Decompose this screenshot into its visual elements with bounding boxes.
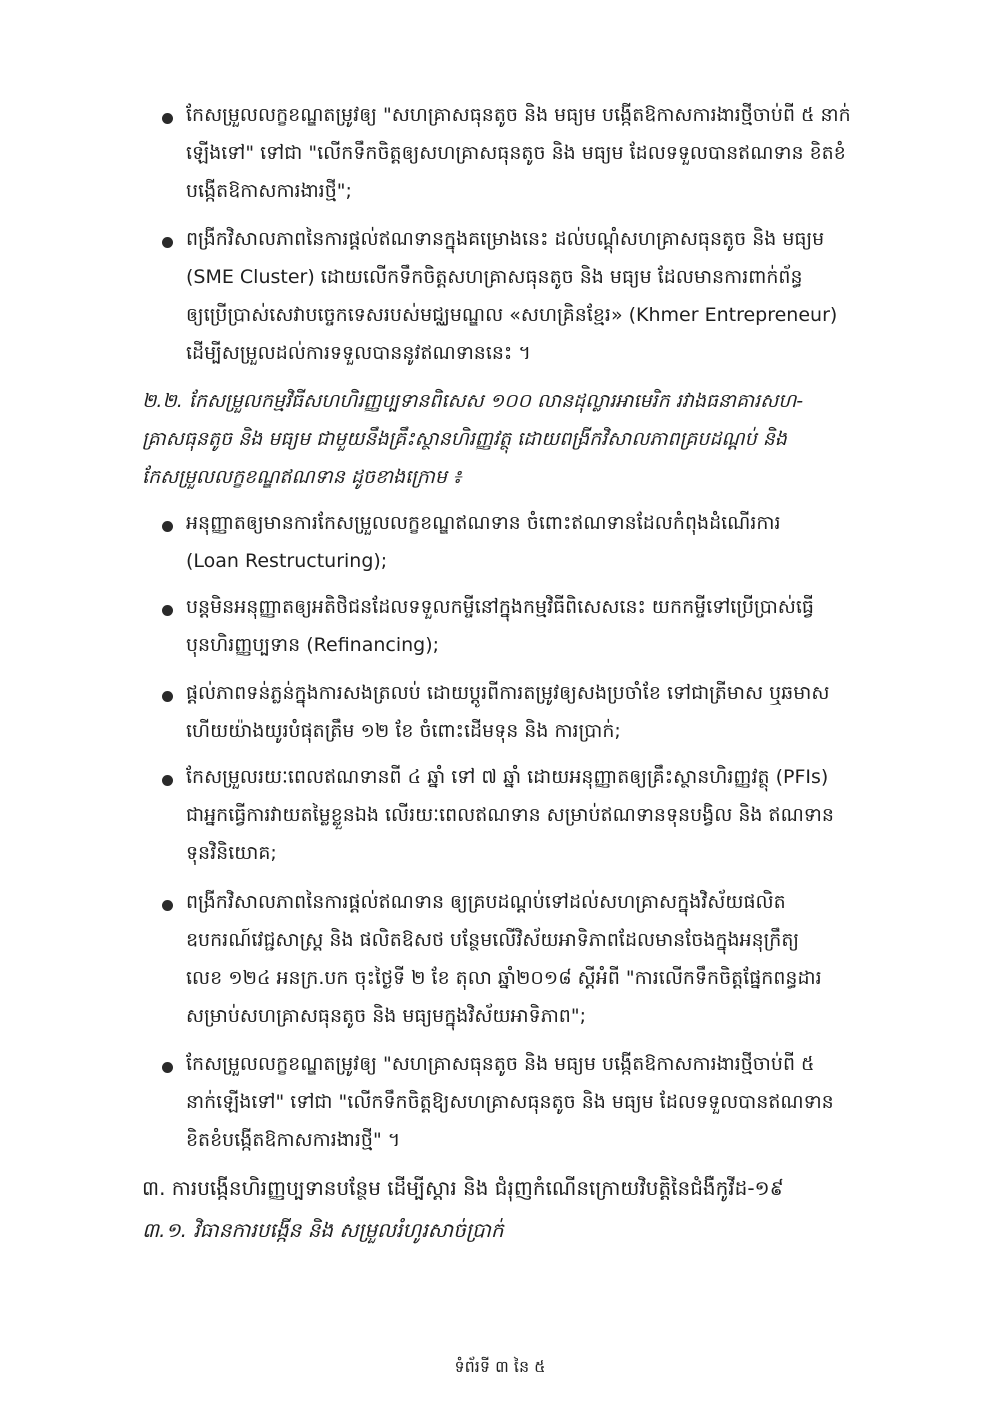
bullet-dot (162, 521, 173, 532)
page-number: ទំព័រទី ៣ នៃ ៥ (454, 1357, 546, 1376)
text-line: (Loan Restructuring); (186, 550, 388, 572)
section-heading-3: ៣. ការបង្កើនហិរញ្ញប្បទានបន្ថែម ដើម្បីស្តារ និង ជំរុញកំណើនក្រោយវិបត្តិនៃជំងឺកូវីដ-១៩ (142, 1176, 784, 1200)
bullet-dot (162, 237, 173, 248)
text-line: ឧបករណ៍វេជ្ជសាស្ត្រ និង ផលិតឱសថ បន្ថែមលើវិស័យអាទិភាពដែលមានចែងក្នុងអនុក្រឹត្យ (186, 929, 800, 951)
text-line: កែសម្រួលរយៈពេលឥណទានពី ៤ ឆ្នាំ ទៅ ៧ ឆ្នាំ ដោយអនុញ្ញាតឲ្យគ្រឹះស្ថានហិរញ្ញវត្ថុ (PFIs) (186, 766, 829, 788)
text-line: (SME Cluster) ដោយលើកទឹកចិត្តសហគ្រាសធុនតូច និង មធ្យម ដែលមានការពាក់ព័ន្ធ (186, 266, 803, 288)
bullet-dot (162, 775, 173, 786)
text-line: ពង្រីកវិសាលភាពនៃការផ្តល់ឥណទាន ឲ្យគ្របដណ្តប់ទៅដល់សហគ្រាសក្នុងវិស័យផលិត (186, 891, 786, 913)
text-line: ជាអ្នកធ្វើការវាយតម្លៃខ្លួនឯង លើរយៈពេលឥណទាន សម្រាប់ឥណទានទុនបង្វិល និង ឥណទាន (186, 804, 834, 826)
text-line: កែសម្រួលលក្ខខណ្ឌតម្រូវឲ្យ "សហគ្រាសធុនតូច និង មធ្យម បង្កើតឱកាសការងារថ្មីចាប់ពី ៥ (186, 1053, 815, 1075)
text-line: អនុញ្ញាតឲ្យមានការកែសម្រួលលក្ខខណ្ឌឥណទាន ចំពោះឥណទានដែលកំពុងដំណើរការ (186, 512, 781, 534)
text-line: ហើយយ៉ាងយូរបំផុតត្រឹម ១២ ខែ ចំពោះដើមទុន និង ការប្រាក់; (186, 720, 621, 742)
heading-line: គ្រាសធុនតូច និង មធ្យម ជាមួយនឹងគ្រឹះស្ថានហិរញ្ញវត្ថុ ដោយពង្រីកវិសាលភាពគ្របដណ្តប់ និង (142, 428, 787, 450)
text-line: បង្កើតឱកាសការងារថ្មី"; (186, 180, 352, 202)
bullet-dot (162, 691, 173, 702)
bullet-dot (162, 900, 173, 911)
bullet-dot (162, 1062, 173, 1073)
text-line: កែសម្រួលលក្ខខណ្ឌតម្រូវឲ្យ "សហគ្រាសធុនតូច និង មធ្យម បង្កើតឱកាសការងារថ្មីចាប់ពី ៥ នាក់ (186, 104, 851, 126)
heading-line: ២.២. កែសម្រួលកម្មវិធីសហហិរញ្ញប្បទានពិសេស ១០០ លានដុល្លារអាមេរិក រវាងធនាគារសហ- (142, 390, 804, 412)
heading-line: កែសម្រួលលក្ខខណ្ឌឥណទាន ដូចខាងក្រោម ៖ (142, 466, 462, 488)
text-line: ឡើងទៅ" ទៅជា "លើកទឹកចិត្តឲ្យសហគ្រាសធុនតូច និង មធ្យម ដែលទទួលបានឥណទាន ខិតខំ (186, 142, 846, 164)
text-line: ពង្រីកវិសាលភាពនៃការផ្តល់ឥណទានក្នុងគម្រោងនេះ ដល់បណ្តុំសហគ្រាសធុនតូច និង មធ្យម (186, 228, 825, 250)
text-line: ទុនវិនិយោគ; (186, 842, 277, 864)
section-heading-3-1: ៣.១. វិធានការបង្កើន និង សម្រួលរំហូរសាច់ប្រាក់ (142, 1218, 504, 1242)
text-line: ខិតខំបង្កើតឱកាសការងារថ្មី" ។ (186, 1129, 401, 1151)
text-line: សម្រាប់សហគ្រាសធុនតូច និង មធ្យមក្នុងវិស័យអាទិភាព"; (186, 1005, 586, 1027)
bullet-dot (162, 113, 173, 124)
text-line: ដើម្បីសម្រួលដល់ការទទួលបាននូវឥណទាននេះ ។ (186, 342, 531, 364)
text-line: បុនហិរញ្ញប្បទាន (Refinancing); (186, 634, 440, 656)
text-line: ផ្តល់ភាពទន់ភ្លន់ក្នុងការសងត្រលប់ ដោយប្តូរពីការតម្រូវឲ្យសងប្រចាំខែ ទៅជាត្រីមាស ឬឆមាស (186, 682, 830, 704)
text-line: នាក់ឡើងទៅ" ទៅជា "លើកទឹកចិត្តឱ្យសហគ្រាសធុនតូច និង មធ្យម ដែលទទួលបានឥណទាន (186, 1091, 834, 1113)
bullet-dot (162, 605, 173, 616)
text-line: លេខ ១២៤ អនក្រ.បក ចុះថ្ងៃទី ២ ខែ តុលា ឆ្នាំ២០១៨ ស្តីអំពី "ការលើកទឹកចិត្តផ្នែកពន្ធដារ (186, 967, 822, 989)
text-line: ឲ្យប្រើប្រាស់សេវាបច្ចេកទេសរបស់មជ្ឈមណ្ឌល «សហគ្រិនខ្មែរ» (Khmer Entrepreneur) (186, 304, 838, 326)
text-line: បន្តមិនអនុញ្ញាតឲ្យអតិថិជនដែលទទួលកម្ចីនៅក្នុងកម្មវិធីពិសេសនេះ យកកម្ចីទៅប្រើប្រាស់ធ្វើ (186, 596, 814, 618)
